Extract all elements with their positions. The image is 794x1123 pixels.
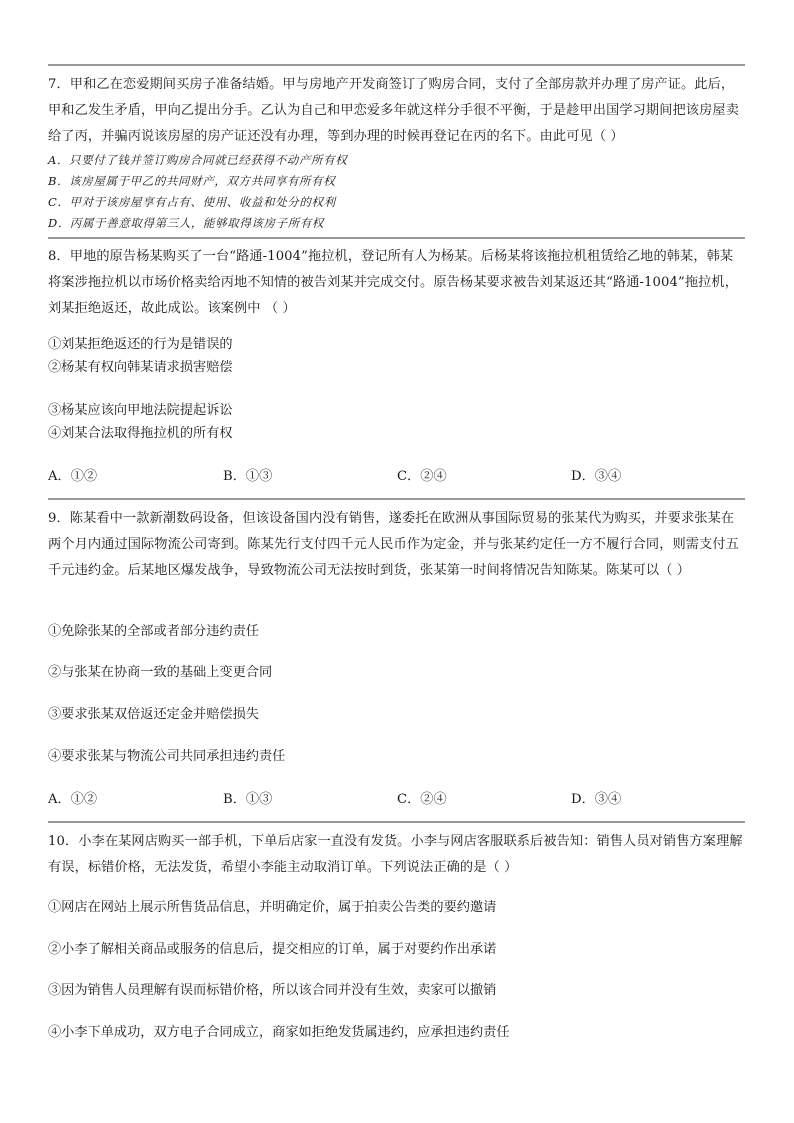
question-7 <box>48 72 745 234</box>
question-9 <box>48 506 745 584</box>
separator-rule <box>48 237 745 239</box>
answer-d: D．③④ <box>571 469 622 484</box>
statement-3: ③杨某应该向甲地法院提起诉讼 <box>48 403 233 418</box>
statement-4: ④要求张某与物流公司共同承担违约责任 <box>48 749 286 764</box>
statement-2: ②小李了解相关商品或服务的信息后，提交相应的订单，属于对要约作出承诺 <box>48 942 497 957</box>
separator-rule <box>48 64 745 66</box>
option-d: D．丙属于善意取得第三人，能够取得该房子所有权 <box>48 216 325 230</box>
statement-1: ①刘某拒绝返还的行为是错误的 <box>48 337 233 352</box>
question-stem: 9．陈某看中一款新潮数码设备，但该设备国内没有销售，遂委托在欧洲从事国际贸易的张某代为购买，并要求张某在两个月内通过国际物流公司寄到。陈某先行支付四千元人民币作为定金，并与张某约定任一方不履行合同，则需支付五千元违约金。后某地区爆发战争，导致物流公司无法按时到货，张某第一时间将情况告知陈某。陈某可以（ ） <box>48 511 739 578</box>
question-8 <box>48 244 745 322</box>
separator-rule <box>48 498 745 500</box>
question-10 <box>48 829 745 881</box>
answer-choices <box>48 465 745 487</box>
answer-b: B．①③ <box>223 469 273 484</box>
question-stem: 10．小李在某网店购买一部手机，下单后店家一直没有发货。小李与网店客服联系后被告知：销售人员对销售方案理解有误，标错价格，无法发货，希望小李能主动取消订单。下列说法正确的是（ ） <box>48 834 743 875</box>
answer-c: C．②④ <box>397 469 447 484</box>
statement-1: ①网店在网站上展示所售货品信息，并明确定价，属于拍卖公告类的要约邀请 <box>48 900 497 915</box>
statement-4: ④刘某合法取得拖拉机的所有权 <box>48 426 233 441</box>
statement-2: ②与张某在协商一致的基础上变更合同 <box>48 665 273 680</box>
statement-2: ②杨某有权向韩某请求损害赔偿 <box>48 360 233 375</box>
statement-3: ③要求张某双倍返还定金并赔偿损失 <box>48 707 259 722</box>
answer-a: A．①② <box>48 469 98 484</box>
question-stem: 7．甲和乙在恋爱期间买房子准备结婚。甲与房地产开发商签订了购房合同，支付了全部房款并办理了房产证。此后，甲和乙发生矛盾，甲向乙提出分手。乙认为自己和甲恋爱多年就这样分手很不平衡，于是趁甲出国学习期间把该房屋卖给了丙，并骗丙说该房屋的房产证还没有办理，等到办理的时候再登记在丙的名下。由此可见（ ） <box>48 77 739 144</box>
answer-a: A．①② <box>48 792 98 807</box>
answer-choices <box>48 788 745 810</box>
statement-3: ③因为销售人员理解有误而标错价格，所以该合同并没有生效，卖家可以撤销 <box>48 983 497 998</box>
statement-1: ①免除张某的全部或者部分违约责任 <box>48 624 259 639</box>
answer-d: D．③④ <box>571 792 622 807</box>
answer-b: B．①③ <box>223 792 273 807</box>
question-stem: 8．甲地的原告杨某购买了一台“路通-1004”拖拉机，登记所有人为杨某。后杨某将该拖拉机租赁给乙地的韩某，韩某将案涉拖拉机以市场价格卖给丙地不知情的被告刘某并完成交付。原告杨某要求被告刘某返还其“路通-1004”拖拉机，刘某拒绝返还，故此成讼。该案例中 （ ） <box>48 249 738 316</box>
option-a: A．只要付了钱并签订购房合同就已经获得不动产所有权 <box>48 153 348 167</box>
option-b: B．该房屋属于甲乙的共同财产，双方共同享有所有权 <box>48 174 336 188</box>
statement-4: ④小李下单成功，双方电子合同成立，商家如拒绝发货属违约，应承担违约责任 <box>48 1025 510 1040</box>
separator-rule <box>48 821 745 823</box>
answer-c: C．②④ <box>397 792 447 807</box>
option-c: C．甲对于该房屋享有占有、使用、收益和处分的权利 <box>48 195 336 209</box>
